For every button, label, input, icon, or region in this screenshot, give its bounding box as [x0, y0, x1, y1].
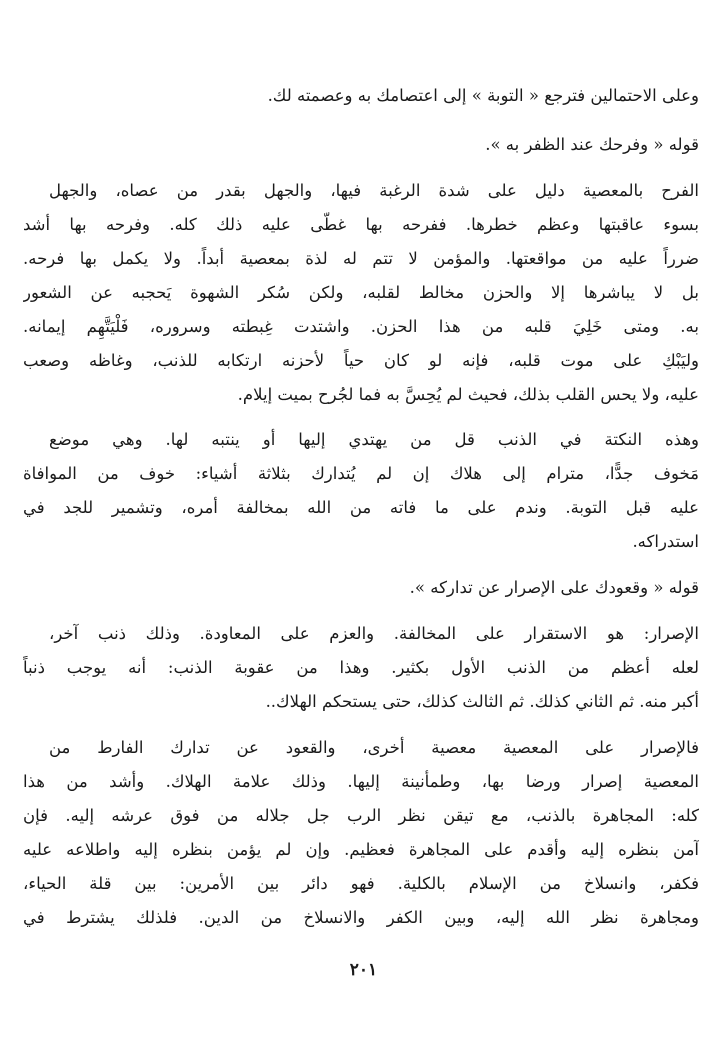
paragraph-3-line-3: ضرراً عليه من مواقعتها. والمؤمن لا تتم له لذة بمعصية أبداً. ولا يكمل بها فرحه.	[23, 249, 699, 268]
quote-heading-2: قوله « وقعودك على الإصرار عن تداركه ».	[409, 578, 699, 597]
paragraph-3-line-6: وليَبْكِ على موت قلبه، فإنه لو كان حياً لأحزنه ارتكابه للذنب، وغاظه وصعب	[23, 351, 699, 370]
paragraph-4-line-2: مَخوف جدًّا، مترام إلى هلاك إن لم يُتدارك بثلاثة أشياء: خوف من الموافاة	[23, 464, 699, 483]
paragraph-3-line-5: به. ومتى خَلِيَ قلبه من هذا الحزن. واشتدت غِبطته وسروره، فَلْيَتَّهِم إيمانه.	[23, 317, 699, 336]
paragraph-3-line-2: بسوء عاقبتها وعظم خطرها. ففرحه بها غطّى عليه ذلك كله. وفرحه بها أشد	[23, 215, 699, 234]
paragraph-7-line-3: كله: المجاهرة بالذنب، مع تيقن نظر الرب جل جلاله من فوق عرشه إليه. فإن	[23, 806, 699, 825]
paragraph-7-line-5: فكفر، وانسلاخ من الإسلام بالكلية. فهو دائر بين الأمرين: بين قلة الحياء،	[23, 874, 699, 893]
paragraph-3-line-4: بل لا يباشرها إلا والحزن مخالط لقلبه، ولكن سُكر الشهوة يَحجبه عن الشعور	[23, 283, 699, 302]
paragraph-6-line-2: لعله أعظم من الذنب الأول بكثير. وهذا من عقوبة الذنب: أنه يوجب ذنباً	[23, 658, 699, 677]
paragraph-4-line-3: عليه قبل التوبة. وندم على ما فاته من الله بمخالفة أمره، وتشمير للجد في	[23, 498, 699, 517]
paragraph-7-line-1: فالإصرار على المعصية معصية أخرى، والقعود عن تدارك الفارط من	[49, 738, 699, 757]
paragraph-7-line-4: آمن بنظره إليه وأقدم على المجاهرة فعظيم. وإن لم يؤمن بنظره إليه واطلاعه عليه	[23, 840, 699, 859]
paragraph-6-line-1: الإصرار: هو الاستقرار على المخالفة. والعزم على المعاودة. وذلك ذنب آخر،	[49, 624, 699, 643]
page-number: ٢٠١	[349, 960, 378, 980]
quote-heading-1: قوله « وفرحك عند الظفر به ».	[485, 135, 699, 154]
paragraph-7-line-2: المعصية إصرار ورضا بها، وطمأنينة إليها. وذلك علامة الهلاك. وأشد من هذا	[23, 772, 699, 791]
paragraph-7-line-6: ومجاهرة نظر الله إليه، وبين الكفر والانسلاخ من الدين. فلذلك يشترط في	[23, 908, 699, 927]
paragraph-6-line-3: أكبر منه. ثم الثاني كذلك. ثم الثالث كذلك، حتى يستحكم الهلاك..	[265, 692, 699, 711]
paragraph-1-line-1: وعلى الاحتمالين فترجع « التوبة » إلى اعتصامك به وعصمته لك.	[267, 86, 699, 105]
paragraph-3-line-1: الفرح بالمعصية دليل على شدة الرغبة فيها، والجهل بقدر من عصاه، والجهل	[49, 181, 699, 200]
paragraph-3-line-7: عليه، ولا يحس القلب بذلك، فحيث لم يُحِسَّ به فما لجُرح بميت إيلام.	[237, 385, 699, 404]
paragraph-4-line-4: استدراكه.	[632, 532, 699, 551]
paragraph-4-line-1: وهذه النكتة في الذنب قل من يهتدي إليها أو ينتبه لها. وهي موضع	[49, 430, 699, 449]
